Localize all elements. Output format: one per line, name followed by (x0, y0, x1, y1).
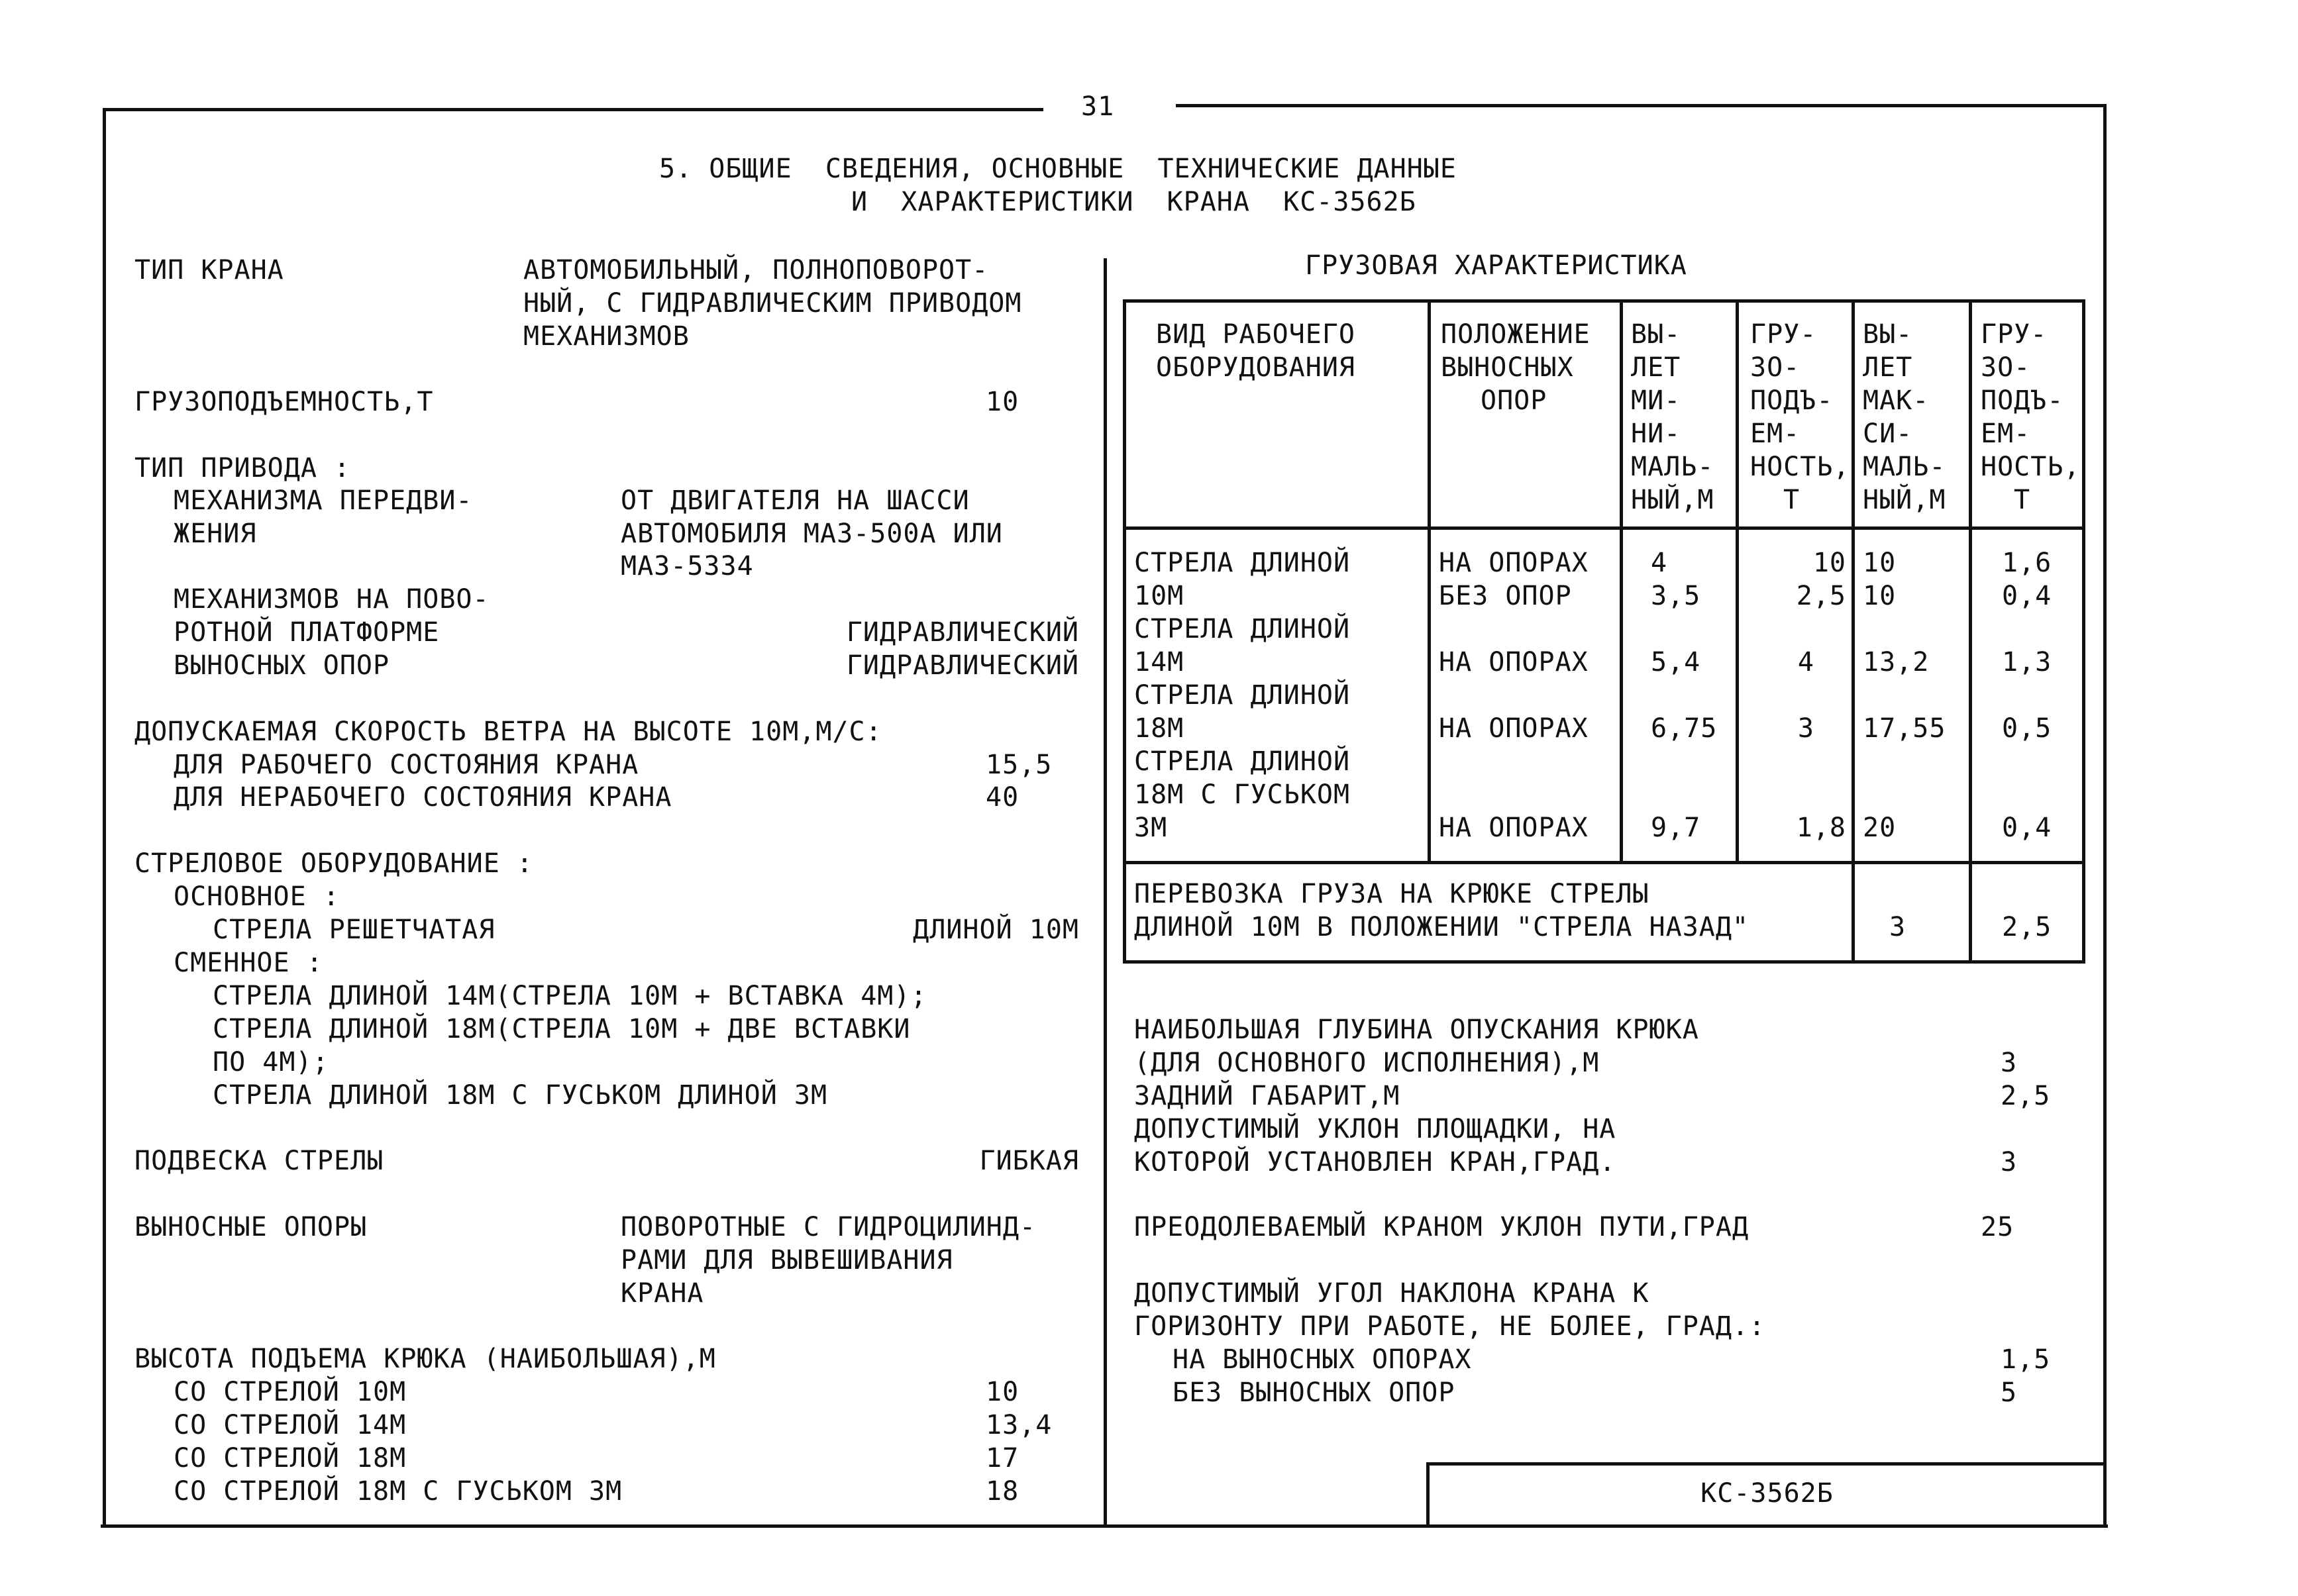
row-1-rmin: 4 (1651, 548, 1668, 578)
header-qmax-1: ГРУ- (1981, 319, 2048, 350)
boom-main-value: ДЛИНОЙ 10М (913, 915, 1079, 945)
header-equipment-1: ВИД РАБОЧЕГО (1156, 319, 1355, 350)
tilt-label-2: ГОРИЗОНТУ ПРИ РАБОТЕ, НЕ БОЛЕЕ, ГРАД.: (1134, 1311, 1766, 1342)
row-4-support: НА ОПОРАХ (1439, 713, 1589, 744)
page-number: 31 (1081, 91, 1115, 122)
hook-height-row-2-value: 13,4 (986, 1410, 1053, 1440)
crane-type-value-1: АВТОМОБИЛЬНЫЙ, ПОЛНОПОВОРОТ- (523, 255, 989, 285)
hook-height-row-3-value: 17 (986, 1443, 1019, 1473)
crane-type-label: ТИП КРАНА (134, 255, 284, 285)
header-rmax-4: СИ- (1863, 419, 1913, 449)
wind-idle-label: ДЛЯ НЕРАБОЧЕГО СОСТОЯНИЯ КРАНА (174, 782, 672, 813)
header-qmin-4: ЕМ- (1750, 419, 1801, 449)
table-col-0 (1123, 299, 1126, 964)
table-col-2 (1620, 299, 1623, 864)
header-qmin-5: НОСТЬ, (1750, 452, 1850, 482)
row-1-qmax: 1,6 (2002, 548, 2052, 578)
suspension-label: ПОДВЕСКА СТРЕЛЫ (134, 1146, 384, 1176)
drive-label: ТИП ПРИВОДА : (134, 453, 351, 483)
header-support-1: ПОЛОЖЕНИЕ (1441, 319, 1591, 350)
boom-alt-item-1: СТРЕЛА ДЛИНОЙ 14М(СТРЕЛА 10М + ВСТАВКА 4М); (213, 981, 927, 1011)
outriggers-label: ВЫНОСНЫЕ ОПОРЫ (134, 1212, 368, 1242)
tilt-row-2-value: 5 (2001, 1377, 2018, 1408)
frame-left (103, 108, 106, 1528)
drive-platform-label-1: МЕХАНИЗМОВ НА ПОВО- (174, 584, 490, 615)
hook-depth-value: 3 (2001, 1048, 2018, 1078)
header-qmin-6: Т (1783, 485, 1801, 515)
header-qmin-2: ЗО- (1750, 352, 1801, 383)
stamp-text: КС-3562Б (1700, 1478, 1834, 1509)
header-rmin-6: НЫЙ,М (1631, 485, 1714, 515)
boom-alt-item-2: СТРЕЛА ДЛИНОЙ 18М(СТРЕЛА 10М + ДВЕ ВСТАВКИ (213, 1014, 911, 1044)
header-rmin-5: МАЛЬ- (1631, 452, 1714, 482)
boom-main-item: СТРЕЛА РЕШЕТЧАТАЯ (213, 915, 496, 945)
equipment-line-3: СТРЕЛА ДЛИНОЙ (1134, 614, 1351, 644)
stamp-top (1426, 1462, 2107, 1466)
rear-value: 2,5 (2001, 1081, 2051, 1111)
grade-label: ПРЕОДОЛЕВАЕМЫЙ КРАНОМ УКЛОН ПУТИ,ГРАД (1134, 1212, 1750, 1242)
row-3-rmin: 5,4 (1651, 647, 1701, 677)
boom-alt-item-4: СТРЕЛА ДЛИНОЙ 18М С ГУСЬКОМ ДЛИНОЙ 3М (213, 1080, 828, 1111)
hook-depth-label-2: (ДЛЯ ОСНОВНОГО ИСПОЛНЕНИЯ),М (1134, 1048, 1600, 1078)
table-col-1 (1428, 299, 1431, 864)
equipment-line-5: СТРЕЛА ДЛИНОЙ (1134, 680, 1351, 711)
header-rmax-6: НЫЙ,М (1863, 485, 1946, 515)
header-rmin-4: НИ- (1631, 419, 1681, 449)
column-divider (1104, 258, 1107, 1526)
title-line-1: 5. ОБЩИЕ СВЕДЕНИЯ, ОСНОВНЫЕ ТЕХНИЧЕСКИЕ ДАННЫЕ (659, 154, 1457, 184)
drive-platform-label-2: РОТНОЙ ПЛАТФОРМЕ (174, 617, 440, 648)
boom-alt-label: СМЕННОЕ : (174, 948, 323, 978)
drive-move-value-2: АВТОМОБИЛЯ МАЗ-500А ИЛИ (621, 519, 1003, 549)
row-5-qmin: 1,8 (1796, 813, 1846, 843)
table-header-bottom (1123, 526, 2085, 530)
boom-main-label: ОСНОВНОЕ : (174, 881, 340, 912)
wind-label: ДОПУСКАЕМАЯ СКОРОСТЬ ВЕТРА НА ВЫСОТЕ 10М,М/С: (134, 717, 882, 747)
wind-working-value: 15,5 (986, 750, 1053, 780)
row-3-rmax: 13,2 (1863, 647, 1930, 677)
outriggers-value-3: КРАНА (621, 1278, 704, 1309)
header-qmax-3: ПОДЪ- (1981, 385, 2064, 416)
transport-text-2: ДЛИНОЙ 10М В ПОЛОЖЕНИИ "СТРЕЛА НАЗАД" (1134, 912, 1750, 942)
header-rmax-2: ЛЕТ (1863, 352, 1913, 383)
header-support-2: ВЫНОСНЫХ (1441, 352, 1574, 383)
drive-move-value-3: МАЗ-5334 (621, 551, 754, 581)
row-4-rmax: 17,55 (1863, 713, 1946, 744)
table-title: ГРУЗОВАЯ ХАРАКТЕРИСТИКА (1305, 250, 1687, 281)
header-qmin-1: ГРУ- (1750, 319, 1817, 350)
transport-radius: 3 (1889, 912, 1906, 942)
row-5-rmin: 9,7 (1651, 813, 1701, 843)
table-top (1123, 299, 2085, 303)
wind-idle-value: 40 (986, 782, 1019, 813)
crane-type-value-3: МЕХАНИЗМОВ (523, 321, 690, 352)
row-2-support: БЕЗ ОПОР (1439, 581, 1572, 611)
table-body-bottom (1123, 861, 2085, 864)
rear-label: ЗАДНИЙ ГАБАРИТ,М (1134, 1081, 1400, 1111)
title-line-2: И ХАРАКТЕРИСТИКИ КРАНА КС-3562Б (851, 187, 1416, 217)
table-col-6 (2082, 299, 2085, 964)
frame-top-left (103, 108, 1043, 111)
grade-value: 25 (1981, 1212, 2014, 1242)
equipment-line-8: 18М С ГУСЬКОМ (1134, 779, 1351, 810)
tilt-row-1-value: 1,5 (2001, 1344, 2051, 1375)
transport-text-1: ПЕРЕВОЗКА ГРУЗА НА КРЮКЕ СТРЕЛЫ (1134, 879, 1649, 909)
capacity-value: 10 (986, 387, 1019, 417)
capacity-label: ГРУЗОПОДЪЕМНОСТЬ,Т (134, 387, 434, 417)
frame-top-right (1176, 104, 2107, 107)
drive-outriggers-value: ГИДРАВЛИЧЕСКИЙ (846, 650, 1079, 681)
equipment-line-7: СТРЕЛА ДЛИНОЙ (1134, 746, 1351, 777)
equipment-line-6: 18М (1134, 713, 1184, 744)
drive-move-label-1: МЕХАНИЗМА ПЕРЕДВИ- (174, 485, 473, 516)
suspension-value: ГИБКАЯ (979, 1146, 1079, 1176)
header-rmin-2: ЛЕТ (1631, 352, 1681, 383)
stamp-left (1426, 1462, 1430, 1527)
row-4-qmax: 0,5 (2002, 713, 2052, 744)
crane-type-value-2: НЫЙ, С ГИДРАВЛИЧЕСКИМ ПРИВОДОМ (523, 288, 1022, 319)
header-qmin-3: ПОДЪ- (1750, 385, 1834, 416)
outriggers-value-1: ПОВОРОТНЫЕ С ГИДРОЦИЛИНД- (621, 1212, 1037, 1242)
boom-alt-item-3: ПО 4М); (213, 1047, 329, 1077)
table-col-4 (1852, 299, 1855, 964)
row-5-rmax: 20 (1863, 813, 1897, 843)
drive-move-value-1: ОТ ДВИГАТЕЛЯ НА ШАССИ (621, 485, 970, 516)
header-qmax-4: ЕМ- (1981, 419, 2031, 449)
tilt-row-2-label: БЕЗ ВЫНОСНЫХ ОПОР (1173, 1377, 1455, 1408)
hook-height-row-4-value: 18 (986, 1476, 1019, 1507)
header-support-3: ОПОР (1481, 385, 1547, 416)
table-bottom (1123, 960, 2085, 964)
tilt-row-1-label: НА ВЫНОСНЫХ ОПОРАХ (1173, 1344, 1472, 1375)
frame-right (2103, 104, 2107, 1528)
slope-label-2: КОТОРОЙ УСТАНОВЛЕН КРАН,ГРАД. (1134, 1147, 1616, 1177)
table-col-3 (1736, 299, 1739, 864)
boom-label: СТРЕЛОВОЕ ОБОРУДОВАНИЕ : (134, 848, 533, 879)
row-5-support: НА ОПОРАХ (1439, 813, 1589, 843)
hook-height-row-4-label: СО СТРЕЛОЙ 18М С ГУСЬКОМ 3М (174, 1476, 623, 1507)
hook-height-row-1-label: СО СТРЕЛОЙ 10М (174, 1377, 407, 1407)
header-qmax-2: ЗО- (1981, 352, 2031, 383)
row-1-support: НА ОПОРАХ (1439, 548, 1589, 578)
row-2-qmin: 2,5 (1796, 581, 1846, 611)
transport-load: 2,5 (2002, 912, 2052, 942)
slope-label-1: ДОПУСТИМЫЙ УКЛОН ПЛОЩАДКИ, НА (1134, 1114, 1616, 1144)
header-rmax-1: ВЫ- (1863, 319, 1913, 350)
row-2-rmin: 3,5 (1651, 581, 1701, 611)
hook-height-row-3-label: СО СТРЕЛОЙ 18М (174, 1443, 407, 1473)
tilt-label-1: ДОПУСТИМЫЙ УГОЛ НАКЛОНА КРАНА К (1134, 1278, 1649, 1309)
wind-working-label: ДЛЯ РАБОЧЕГО СОСТОЯНИЯ КРАНА (174, 750, 639, 780)
slope-value: 3 (2001, 1147, 2018, 1177)
table-col-5 (1969, 299, 1972, 964)
hook-height-row-2-label: СО СТРЕЛОЙ 14М (174, 1410, 407, 1440)
row-3-support: НА ОПОРАХ (1439, 647, 1589, 677)
drive-platform-value: ГИДРАВЛИЧЕСКИЙ (846, 617, 1079, 648)
header-rmax-5: МАЛЬ- (1863, 452, 1946, 482)
header-rmax-3: МАК- (1863, 385, 1930, 416)
row-5-qmax: 0,4 (2002, 813, 2052, 843)
header-equipment-2: ОБОРУДОВАНИЯ (1156, 352, 1355, 383)
header-rmin-1: ВЫ- (1631, 319, 1681, 350)
hook-depth-label-1: НАИБОЛЬШАЯ ГЛУБИНА ОПУСКАНИЯ КРЮКА (1134, 1015, 1699, 1045)
drive-move-label-2: ЖЕНИЯ (174, 519, 257, 549)
hook-height-row-1-value: 10 (986, 1377, 1019, 1407)
header-rmin-3: МИ- (1631, 385, 1681, 416)
row-1-qmin: 10 (1812, 548, 1846, 578)
drive-outriggers-label: ВЫНОСНЫХ ОПОР (174, 650, 390, 681)
equipment-line-9: 3М (1134, 813, 1168, 843)
row-2-rmax: 10 (1863, 581, 1897, 611)
header-qmax-5: НОСТЬ, (1981, 452, 2081, 482)
outriggers-value-2: РАМИ ДЛЯ ВЫВЕШИВАНИЯ (621, 1245, 953, 1275)
row-2-qmax: 0,4 (2002, 581, 2052, 611)
row-3-qmin: 4 (1797, 647, 1814, 677)
row-4-rmin: 6,75 (1651, 713, 1718, 744)
equipment-line-1: СТРЕЛА ДЛИНОЙ (1134, 548, 1351, 578)
hook-height-label: ВЫСОТА ПОДЪЕМА КРЮКА (НАИБОЛЬШАЯ),М (134, 1344, 716, 1374)
equipment-line-2: 10М (1134, 581, 1184, 611)
row-3-qmax: 1,3 (2002, 647, 2052, 677)
row-1-rmax: 10 (1863, 548, 1897, 578)
row-4-qmin: 3 (1797, 713, 1814, 744)
equipment-line-4: 14М (1134, 647, 1184, 677)
header-qmax-6: Т (2014, 485, 2031, 515)
